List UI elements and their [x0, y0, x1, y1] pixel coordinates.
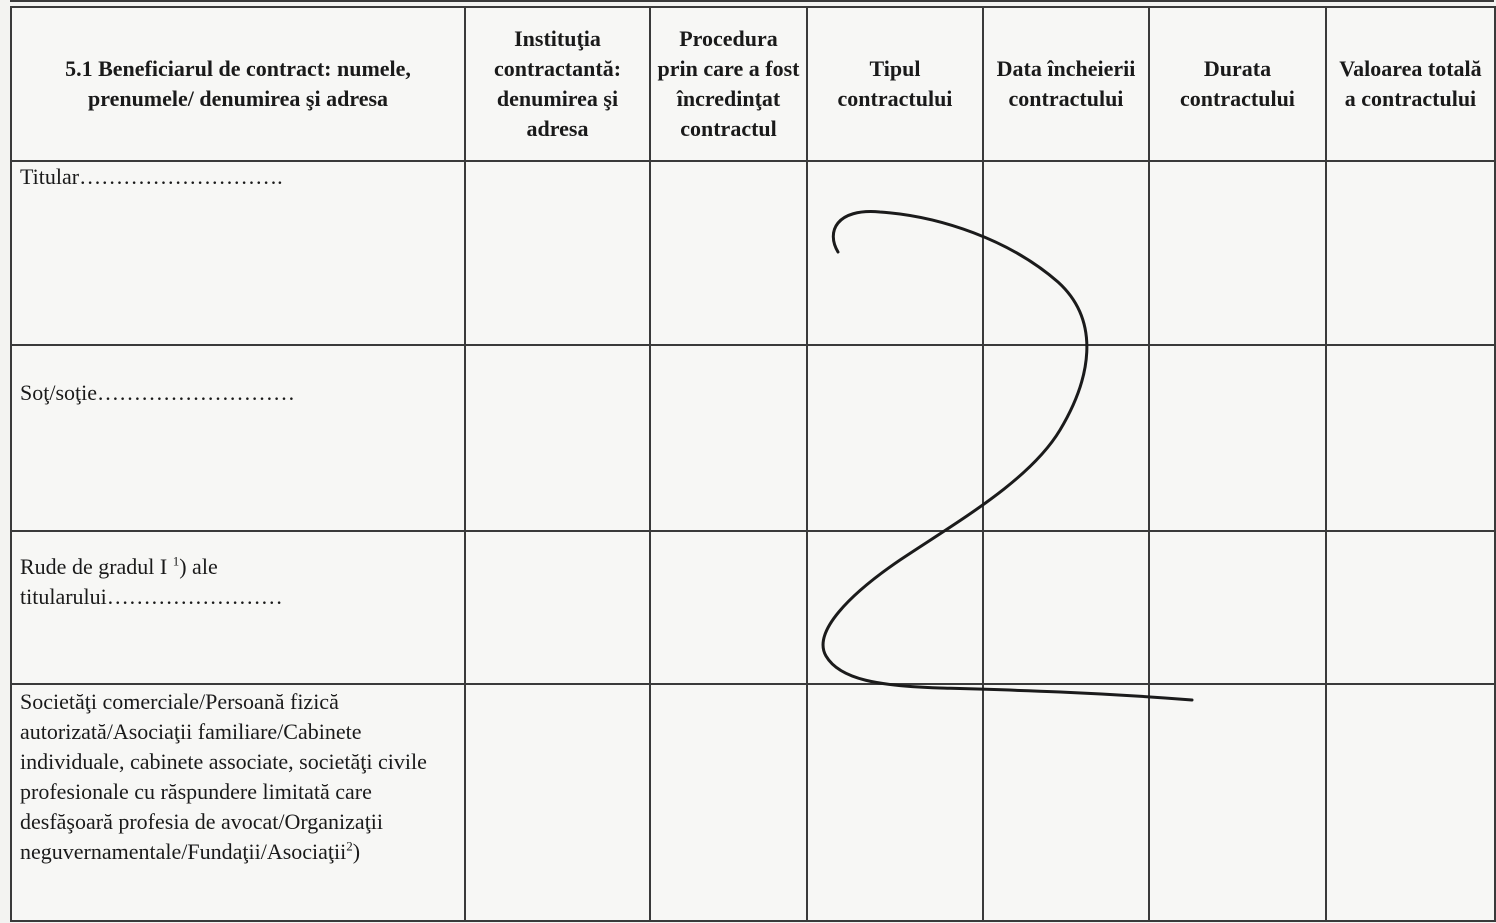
contracts-table	[10, 6, 1496, 922]
cell-empty[interactable]	[807, 161, 983, 345]
cell-empty[interactable]	[650, 161, 807, 345]
cell-empty[interactable]	[1149, 684, 1326, 921]
row-label-spouse: Soţ/soţie………………………	[11, 345, 465, 531]
row-label-companies	[11, 684, 465, 921]
cell-empty[interactable]	[650, 345, 807, 531]
header-beneficiary: 5.1 Beneficiarul de contract: numele, prenumele/ denumirea şi adresa	[11, 7, 465, 161]
cell-empty[interactable]	[1149, 531, 1326, 684]
cell-empty[interactable]	[1326, 531, 1495, 684]
companies-text-end: )	[352, 839, 361, 864]
footnote-1-marker: 1	[172, 553, 180, 569]
cell-empty[interactable]	[465, 345, 650, 531]
cell-empty[interactable]	[1326, 345, 1495, 531]
cell-empty[interactable]	[1326, 161, 1495, 345]
header-row	[11, 7, 1495, 161]
table-row-relatives	[11, 531, 1495, 684]
cell-empty[interactable]	[983, 531, 1149, 684]
cell-empty[interactable]	[1326, 684, 1495, 921]
footnote-2-marker: 2	[346, 838, 353, 854]
cell-empty[interactable]	[807, 684, 983, 921]
cell-empty[interactable]	[983, 684, 1149, 921]
header-institution: Instituţia contractantă: denumirea şi adresa	[465, 7, 650, 161]
header-contract-type: Tipul contractului	[807, 7, 983, 161]
header-contract-date: Data încheierii contractului	[983, 7, 1149, 161]
relatives-line1: Rude de gradul I	[20, 554, 168, 579]
companies-text: Societăţi comerciale/Persoană fizică autorizată/Asociaţii familiare/Cabinete individuale, cabinete associate, societăţi civile profesionale cu răspundere limitată care desfăşoară profesia de avocat/Organizaţii neguvernamentale/Fundaţii/Asociaţii	[20, 689, 427, 864]
cell-empty[interactable]	[983, 161, 1149, 345]
relatives-line2: titularului……………………	[20, 584, 283, 609]
cell-empty[interactable]	[465, 531, 650, 684]
header-contract-value: Valoarea totală a contractului	[1326, 7, 1495, 161]
table-row-companies	[11, 684, 1495, 921]
header-procedure: Procedura prin care a fost încredinţat contractul	[650, 7, 807, 161]
cell-empty[interactable]	[983, 345, 1149, 531]
row-label-titular: Titular……………………….	[11, 161, 465, 345]
relatives-line1-end: ) ale	[179, 554, 218, 579]
cell-empty[interactable]	[807, 345, 983, 531]
cell-empty[interactable]	[465, 684, 650, 921]
cell-empty[interactable]	[1149, 161, 1326, 345]
cell-empty[interactable]	[650, 684, 807, 921]
cell-empty[interactable]	[465, 161, 650, 345]
header-contract-duration: Durata contractului	[1149, 7, 1326, 161]
table-row-titular	[11, 161, 1495, 345]
row-label-relatives	[11, 531, 465, 684]
table-row-spouse	[11, 345, 1495, 531]
cell-empty[interactable]	[807, 531, 983, 684]
cell-empty[interactable]	[1149, 345, 1326, 531]
cell-empty[interactable]	[650, 531, 807, 684]
